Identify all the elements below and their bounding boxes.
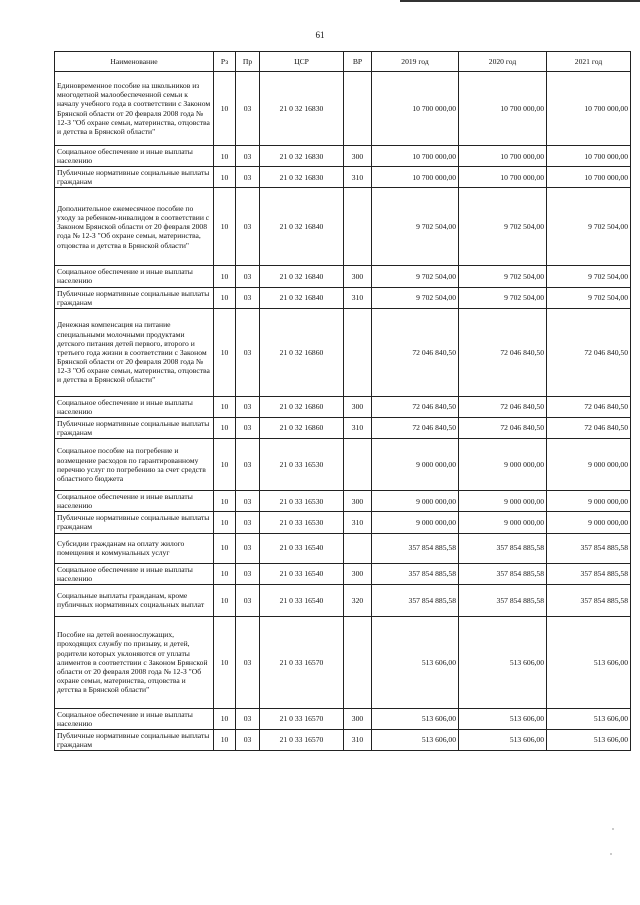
table-row xyxy=(55,167,631,188)
row-vr: 300 xyxy=(344,396,372,417)
row-rz: 10 xyxy=(214,533,236,563)
row-vr: 300 xyxy=(344,266,372,287)
row-2020: 9 702 504,00 xyxy=(459,287,547,308)
row-2019: 72 046 840,50 xyxy=(372,308,459,396)
row-pr: 03 xyxy=(236,72,260,146)
table-row xyxy=(55,708,631,729)
row-2019: 9 000 000,00 xyxy=(372,491,459,512)
row-name: Публичные нормативные социальные выплаты гражданам xyxy=(55,512,214,533)
table-row xyxy=(55,512,631,533)
row-2020: 357 854 885,58 xyxy=(459,533,547,563)
row-name: Социальные выплаты гражданам, кроме публичных нормативных социальных выплат xyxy=(55,584,214,616)
row-2019: 9 000 000,00 xyxy=(372,512,459,533)
row-vr xyxy=(344,616,372,708)
row-csr: 21 0 33 16540 xyxy=(260,584,344,616)
row-name: Единовременное пособие на школьников из многодетной малообеспеченной семьи к началу учебного года в соответствии с Законом Брянской области от 20 февраля 2008 года № 12-З "Об охране семьи, материнства, отцовства и детства в Брянской области" xyxy=(55,72,214,146)
row-rz: 10 xyxy=(214,491,236,512)
row-vr xyxy=(344,72,372,146)
row-rz: 10 xyxy=(214,188,236,266)
row-vr: 310 xyxy=(344,512,372,533)
row-2019: 9 000 000,00 xyxy=(372,439,459,491)
row-csr: 21 0 32 16840 xyxy=(260,266,344,287)
row-csr: 21 0 32 16860 xyxy=(260,396,344,417)
table-row xyxy=(55,439,631,491)
row-2021: 513 606,00 xyxy=(547,616,631,708)
row-2019: 513 606,00 xyxy=(372,708,459,729)
row-name: Публичные нормативные социальные выплаты гражданам xyxy=(55,417,214,438)
row-name: Публичные нормативные социальные выплаты гражданам xyxy=(55,167,214,188)
row-rz: 10 xyxy=(214,72,236,146)
budget-table xyxy=(54,51,631,751)
row-pr: 03 xyxy=(236,512,260,533)
row-csr: 21 0 32 16840 xyxy=(260,188,344,266)
row-rz: 10 xyxy=(214,729,236,750)
header-vr: ВР xyxy=(344,52,372,72)
row-2019: 9 702 504,00 xyxy=(372,287,459,308)
row-rz: 10 xyxy=(214,417,236,438)
header-pr: Пр xyxy=(236,52,260,72)
row-2019: 357 854 885,58 xyxy=(372,584,459,616)
row-pr: 03 xyxy=(236,308,260,396)
header-2020: 2020 год xyxy=(459,52,547,72)
row-name: Публичные нормативные социальные выплаты гражданам xyxy=(55,729,214,750)
row-pr: 03 xyxy=(236,563,260,584)
row-2020: 513 606,00 xyxy=(459,708,547,729)
row-rz: 10 xyxy=(214,266,236,287)
row-rz: 10 xyxy=(214,308,236,396)
row-2021: 72 046 840,50 xyxy=(547,308,631,396)
table-row xyxy=(55,533,631,563)
row-2020: 9 000 000,00 xyxy=(459,512,547,533)
row-2020: 9 000 000,00 xyxy=(459,439,547,491)
row-2021: 357 854 885,58 xyxy=(547,563,631,584)
table-row xyxy=(55,188,631,266)
row-name: Социальное обеспечение и иные выплаты населению xyxy=(55,708,214,729)
row-csr: 21 0 33 16530 xyxy=(260,439,344,491)
row-pr: 03 xyxy=(236,533,260,563)
table-row xyxy=(55,729,631,750)
row-rz: 10 xyxy=(214,439,236,491)
row-pr: 03 xyxy=(236,396,260,417)
row-2019: 357 854 885,58 xyxy=(372,533,459,563)
row-2021: 357 854 885,58 xyxy=(547,584,631,616)
row-pr: 03 xyxy=(236,266,260,287)
row-pr: 03 xyxy=(236,729,260,750)
row-2021: 72 046 840,50 xyxy=(547,417,631,438)
row-vr: 300 xyxy=(344,146,372,167)
row-2020: 10 700 000,00 xyxy=(459,146,547,167)
row-csr: 21 0 32 16830 xyxy=(260,146,344,167)
row-pr: 03 xyxy=(236,167,260,188)
row-csr: 21 0 32 16830 xyxy=(260,167,344,188)
header-2019: 2019 год xyxy=(372,52,459,72)
row-pr: 03 xyxy=(236,491,260,512)
row-2020: 357 854 885,58 xyxy=(459,584,547,616)
row-csr: 21 0 32 16860 xyxy=(260,308,344,396)
row-csr: 21 0 33 16540 xyxy=(260,563,344,584)
row-pr: 03 xyxy=(236,439,260,491)
row-csr: 21 0 32 16860 xyxy=(260,417,344,438)
row-name: Социальное обеспечение и иные выплаты населению xyxy=(55,491,214,512)
row-2020: 9 702 504,00 xyxy=(459,188,547,266)
table-header-row xyxy=(55,52,631,72)
row-vr xyxy=(344,439,372,491)
row-vr xyxy=(344,188,372,266)
row-vr: 310 xyxy=(344,287,372,308)
header-rz: Рз xyxy=(214,52,236,72)
row-csr: 21 0 33 16570 xyxy=(260,729,344,750)
row-name: Денежная компенсация на питание специальными молочными продуктами детского питания детей первого, второго и третьего года жизни в соответствии с Законом Брянской области от 20 февраля 2008 года № 12-З "Об охране семьи, материнства, отцовства и детства в Брянской области" xyxy=(55,308,214,396)
row-csr: 21 0 33 16530 xyxy=(260,512,344,533)
row-2019: 10 700 000,00 xyxy=(372,167,459,188)
row-csr: 21 0 33 16570 xyxy=(260,616,344,708)
row-2019: 10 700 000,00 xyxy=(372,146,459,167)
row-2020: 72 046 840,50 xyxy=(459,396,547,417)
row-name: Социальное обеспечение и иные выплаты населению xyxy=(55,266,214,287)
row-rz: 10 xyxy=(214,287,236,308)
table-row xyxy=(55,616,631,708)
row-vr: 310 xyxy=(344,729,372,750)
table-row xyxy=(55,146,631,167)
row-csr: 21 0 33 16540 xyxy=(260,533,344,563)
table-row xyxy=(55,417,631,438)
row-pr: 03 xyxy=(236,616,260,708)
row-2021: 10 700 000,00 xyxy=(547,146,631,167)
row-pr: 03 xyxy=(236,146,260,167)
row-name: Социальное пособие на погребение и возмещение расходов по гарантированному перечню услуг по погребению за счет средств областного бюджета xyxy=(55,439,214,491)
row-2020: 9 000 000,00 xyxy=(459,491,547,512)
row-rz: 10 xyxy=(214,708,236,729)
row-2021: 513 606,00 xyxy=(547,708,631,729)
row-vr: 310 xyxy=(344,167,372,188)
header-2021: 2021 год xyxy=(547,52,631,72)
row-2020: 10 700 000,00 xyxy=(459,72,547,146)
row-csr: 21 0 33 16570 xyxy=(260,708,344,729)
row-2020: 513 606,00 xyxy=(459,616,547,708)
row-pr: 03 xyxy=(236,188,260,266)
row-name: Субсидии гражданам на оплату жилого помещения и коммунальных услуг xyxy=(55,533,214,563)
row-vr: 320 xyxy=(344,584,372,616)
row-2020: 357 854 885,58 xyxy=(459,563,547,584)
row-rz: 10 xyxy=(214,146,236,167)
row-name: Социальное обеспечение и иные выплаты населению xyxy=(55,396,214,417)
row-2020: 513 606,00 xyxy=(459,729,547,750)
row-vr: 300 xyxy=(344,708,372,729)
row-2021: 9 000 000,00 xyxy=(547,512,631,533)
row-2021: 9 000 000,00 xyxy=(547,439,631,491)
row-2019: 72 046 840,50 xyxy=(372,417,459,438)
row-vr: 300 xyxy=(344,563,372,584)
row-2020: 72 046 840,50 xyxy=(459,308,547,396)
row-name: Дополнительное ежемесячное пособие по уходу за ребенком-инвалидом в соответствии с Законом Брянской области от 20 февраля 2008 года № 12-З "Об охране семьи, материнства, отцовства и детства в Брянской области" xyxy=(55,188,214,266)
row-rz: 10 xyxy=(214,396,236,417)
table-row xyxy=(55,584,631,616)
row-name: Публичные нормативные социальные выплаты гражданам xyxy=(55,287,214,308)
row-vr xyxy=(344,533,372,563)
row-csr: 21 0 32 16830 xyxy=(260,72,344,146)
row-2019: 513 606,00 xyxy=(372,616,459,708)
row-2021: 9 702 504,00 xyxy=(547,287,631,308)
scan-speck xyxy=(612,828,614,830)
row-rz: 10 xyxy=(214,563,236,584)
row-pr: 03 xyxy=(236,584,260,616)
row-2021: 513 606,00 xyxy=(547,729,631,750)
row-2020: 72 046 840,50 xyxy=(459,417,547,438)
row-2021: 9 000 000,00 xyxy=(547,491,631,512)
row-name: Социальное обеспечение и иные выплаты населению xyxy=(55,563,214,584)
page-number: 61 xyxy=(315,30,325,40)
row-pr: 03 xyxy=(236,708,260,729)
row-2019: 357 854 885,58 xyxy=(372,563,459,584)
row-csr: 21 0 32 16840 xyxy=(260,287,344,308)
scan-edge-line xyxy=(400,0,640,2)
row-2021: 357 854 885,58 xyxy=(547,533,631,563)
table-row xyxy=(55,266,631,287)
row-rz: 10 xyxy=(214,584,236,616)
row-2019: 9 702 504,00 xyxy=(372,266,459,287)
row-2020: 9 702 504,00 xyxy=(459,266,547,287)
row-name: Социальное обеспечение и иные выплаты населению xyxy=(55,146,214,167)
row-2021: 72 046 840,50 xyxy=(547,396,631,417)
header-name: Наименование xyxy=(55,52,214,72)
row-2021: 9 702 504,00 xyxy=(547,188,631,266)
table-row xyxy=(55,491,631,512)
row-csr: 21 0 33 16530 xyxy=(260,491,344,512)
row-2021: 10 700 000,00 xyxy=(547,167,631,188)
row-pr: 03 xyxy=(236,287,260,308)
table-row xyxy=(55,396,631,417)
row-2021: 10 700 000,00 xyxy=(547,72,631,146)
scan-speck xyxy=(610,853,612,855)
table-row xyxy=(55,72,631,146)
row-2019: 72 046 840,50 xyxy=(372,396,459,417)
row-2019: 513 606,00 xyxy=(372,729,459,750)
table-row xyxy=(55,563,631,584)
row-name: Пособие на детей военнослужащих, проходящих службу по призыву, и детей, родители которых уклоняются от уплаты алиментов в соответствии с Законом Брянской области от 20 февраля 2008 года № 12-З "Об охране семьи, материнства, отцовства и детства в Брянской области" xyxy=(55,616,214,708)
row-rz: 10 xyxy=(214,616,236,708)
row-vr: 310 xyxy=(344,417,372,438)
row-rz: 10 xyxy=(214,512,236,533)
row-pr: 03 xyxy=(236,417,260,438)
table-row xyxy=(55,287,631,308)
row-2021: 9 702 504,00 xyxy=(547,266,631,287)
row-2019: 9 702 504,00 xyxy=(372,188,459,266)
table-row xyxy=(55,308,631,396)
row-rz: 10 xyxy=(214,167,236,188)
row-2019: 10 700 000,00 xyxy=(372,72,459,146)
row-2020: 10 700 000,00 xyxy=(459,167,547,188)
row-vr: 300 xyxy=(344,491,372,512)
row-vr xyxy=(344,308,372,396)
header-csr: ЦСР xyxy=(260,52,344,72)
